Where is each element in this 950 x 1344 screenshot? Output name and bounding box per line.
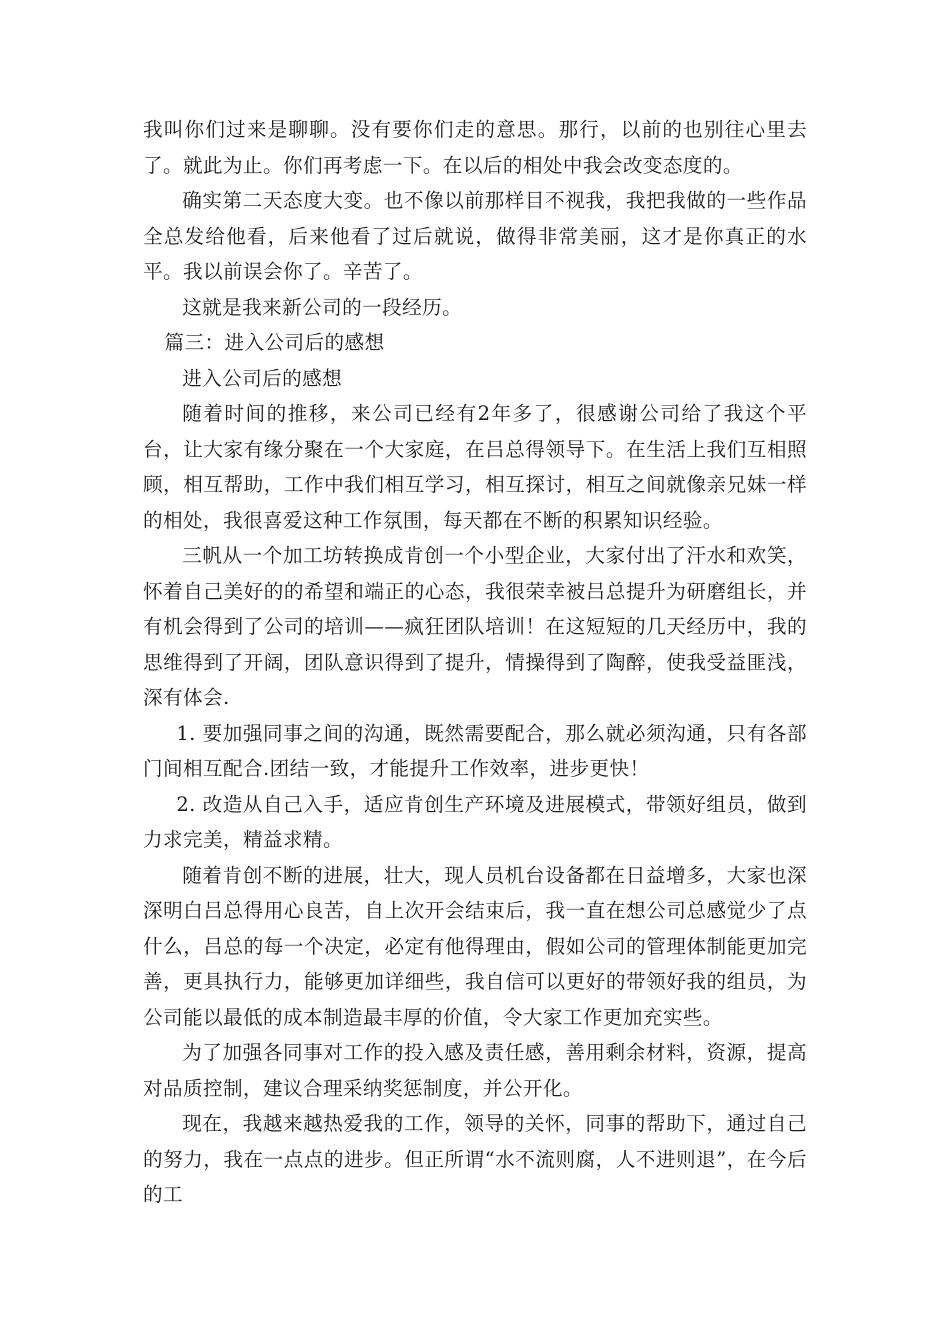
- paragraph: 随着时间的推移，来公司已经有2年多了，很感谢公司给了我这个平台，让大家有缘分聚在一个大家庭，在吕总得领导下。在生活上我们互相照顾，相互帮助，工作中我们相互学习，相互探讨，相互之间就像亲兄妹一样的相处，我很喜爱这种工作氛围，每天都在不断的积累知识经验。: [143, 402, 807, 532]
- numbered-item: 1. 要加强同事之间的沟通，既然需要配合，那么就必须沟通，只有各部门间相互配合.团结一致，才能提升工作效率，进步更快！: [143, 721, 807, 780]
- document-body: [143, 112, 807, 1213]
- paragraph: 我叫你们过来是聊聊。没有要你们走的意思。那行，以前的也别往心里去了。就此为止。你们再考虑一下。在以后的相处中我会改变态度的。: [143, 118, 807, 177]
- numbered-item: 2. 改造从自己入手，适应肯创生产环境及进展模式，带领好组员，做到力求完美，精益求精。: [143, 792, 807, 851]
- article-title: 进入公司后的感想: [182, 366, 343, 390]
- paragraph: 现在，我越来越热爱我的工作，领导的关怀，同事的帮助下，通过自己的努力，我在一点点的进步。但正所谓“水不流则腐，人不进则退”，在今后的工: [143, 1112, 807, 1206]
- section-heading: 篇三：进入公司后的感想: [164, 331, 385, 354]
- paragraph: 确实第二天态度大变。也不像以前那样目不视我，我把我做的一些作品全总发给他看，后来他看了过后就说，做得非常美丽，这才是你真正的水平。我以前误会你了。辛苦了。: [143, 189, 807, 283]
- paragraph: 为了加强各同事对工作的投入感及责任感，善用剩余材料，资源，提高对品质控制，建议合理采纳奖惩制度，并公开化。: [143, 1041, 807, 1100]
- paragraph: 这就是我来新公司的一段经历。: [182, 295, 463, 319]
- paragraph: 三帆从一个加工坊转换成肯创一个小型企业，大家付出了汗水和欢笑，怀着自己美好的的希望和端正的心态，我很荣幸被吕总提升为研磨组长，并有机会得到了公司的培训——疯狂团队培训！在这短短的几天经历中，我的思维得到了开阔，团队意识得到了提升，情操得到了陶醉，使我受益匪浅，深有体会.: [143, 544, 807, 709]
- paragraph: 随着肯创不断的进展，壮大，现人员机台设备都在日益增多，大家也深深明白吕总得用心良苦，自上次开会结束后，我一直在想公司总感觉少了点什么，吕总的每一个决定，必定有他得理由，假如公司的管理体制能更加完善，更具执行力，能够更加详细些，我自信可以更好的带领好我的组员，为公司能以最低的成本制造最丰厚的价值，令大家工作更加充实些。: [143, 863, 807, 1029]
